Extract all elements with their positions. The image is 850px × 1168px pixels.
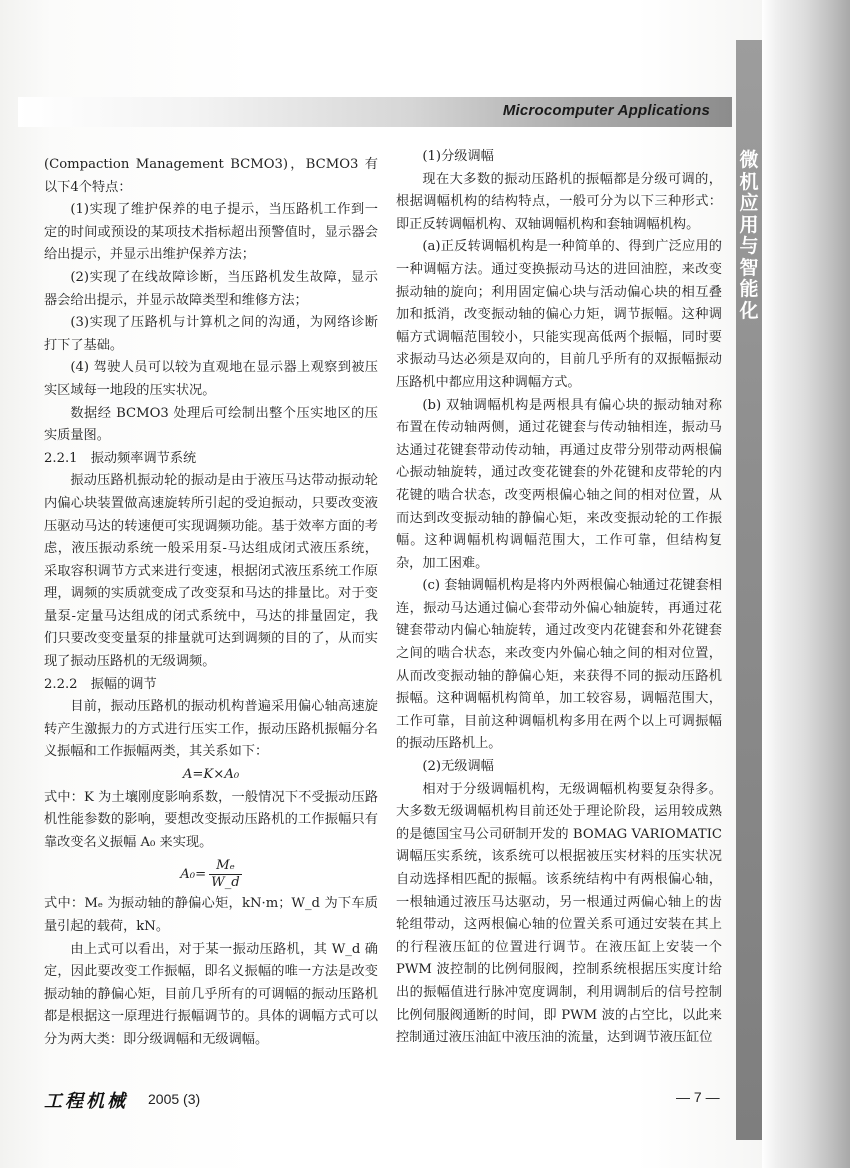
paragraph: (1)实现了维护保养的电子提示，当压路机工作到一定的时间或预设的某项技术指标超出预警值时，显示器会给出提示，并显示出维护保养方法； bbox=[44, 202, 378, 263]
journal-logo: 工程机械 bbox=[44, 1091, 128, 1112]
paragraph: 数据经 BCMO3 处理后可绘制出整个压实地区的压实质量图。 bbox=[44, 405, 378, 444]
paragraph: 式中：K 为土壤刚度影响系数，一般情况下不受振动压路机性能参数的影响，要想改变振动压路机的工作振幅只有靠改变名义振幅 A₀ 来实现。 bbox=[44, 789, 378, 850]
paragraph: 式中：Mₑ 为振动轴的静偏心矩，kN·m；W_d 为下车质量引起的载荷，kN。 bbox=[44, 896, 378, 934]
page-number: — 7 — bbox=[676, 1089, 720, 1105]
paragraph: 由上式可以看出，对于某一振动压路机，其 W_d 确定，因此要改变工作振幅，即名义振幅的唯一方法是改变振动轴的静偏心矩，目前几乎所有的可调幅的振动压路机都是根据这一原理进行振幅调节的。具体的调幅方式可以分为两大类：即分级调幅和无级调幅。 bbox=[44, 941, 378, 1047]
left-column bbox=[44, 154, 378, 1052]
paragraph: (4) 驾驶人员可以较为直观地在显示器上观察到被压实区域每一地段的压实状况。 bbox=[44, 360, 378, 398]
paragraph: (a)正反转调幅机构是一种简单的、得到广泛应用的一种调幅方法。通过变换振动马达的进回油腔，来改变振动轴的旋向；利用固定偏心块与活动偏心块的相互叠加和抵消，改变振动轴的偏心力矩，调节振幅。这种调幅方式调幅范围较小，只能实现高低两个振幅，同时要求振动马达必须是双向的，目前几乎所有的双振幅振动压路机中都应用这种调幅方式。 bbox=[396, 239, 722, 390]
side-tab bbox=[736, 40, 762, 1140]
paragraph: (2)实现了在线故障诊断，当压路机发生故障，显示器会给出提示，并显示故障类型和维修方法； bbox=[44, 269, 378, 308]
page-edge-shadow bbox=[776, 0, 850, 1168]
paragraph: 现在大多数的振动压路机的振幅都是分级可调的，根据调幅机构的结构特点，一般可分为以下三种形式：即正反转调幅机构、双轴调幅机构和套轴调幅机构。 bbox=[396, 171, 722, 232]
paragraph: 目前，振动压路机的振动机构普遍采用偏心轴高速旋转产生激振力的方式进行压实工作，振动压路机振幅分名义振幅和工作振幅两类，其关系如下： bbox=[44, 699, 378, 760]
paragraph: 振动压路机振动轮的振动是由于液压马达带动振动轮内偏心块装置做高速旋转所引起的受迫振动，只要改变液压驱动马达的转速便可实现调频功能。基于效率方面的考虑，液压振动系统一般采用泵-马达组成闭式液压系统，采取容积调节方式来进行变速，根据闭式液压系统工作原理，调频的实质就变成了改变泵和马达的排量比。对于变量泵-定量马达组成的闭式系统中，马达的排量固定，我们只要改变变量泵的排量就可达到调频的目的了，从而实现了振动压路机的无级调频。 bbox=[44, 473, 378, 670]
paragraph: (Compaction Management BCMO3)，BCMO3 有以下4个特点： bbox=[44, 157, 378, 195]
subsection-heading: (2)无级调幅 bbox=[422, 759, 494, 775]
section-heading: 2.2.2 振幅的调节 bbox=[44, 676, 157, 692]
equation-fraction bbox=[44, 858, 378, 891]
paragraph: 相对于分级调幅机构，无级调幅机构要复杂得多。大多数无级调幅机构目前还处于理论阶段，运用较成熟的是德国宝马公司研制开发的 BOMAG VARIOMATIC 调幅压实系统，该系统可以根据被压实材料的压实状况自动选择相匹配的振幅。该系统结构中有两根偏心轴，一根轴通过液压马达驱动，另一根通过两偏心轴上的齿轮组带动，这两根偏心轴的位置关系可通过安装在其上的行程液压缸的位置进行调节。在液压缸上安装一个 PWM 波控制的比例伺服阀，控制系统根据压实度计给出的振幅值进行脉冲宽度调制，利用调制后的信号控制比例伺服阀通断的时间，即 PWM 波的占空比，以此来控制通过液压油缸中液压油的流量，达到调节液压缸位 bbox=[396, 781, 722, 1046]
fraction-denominator: W_d bbox=[211, 875, 240, 891]
paragraph: (c) 套轴调幅机构是将内外两根偏心轴通过花键套相连，振动马达通过偏心套带动外偏心轴旋转，再通过花键套带动内偏心轴旋转，通过改变内花键套和外花键套之间的啮合状态，来改变内外偏心轴之间的相对位置，从而改变振动轴的静偏心矩，来获得不同的振动压路机振幅。这种调幅机构简单，加工较容易，调幅范围大，工作可靠，目前这种调幅机构多用在两个以上可调振幅的振动压路机上。 bbox=[396, 578, 722, 752]
subsection-heading: (1)分级调幅 bbox=[422, 149, 494, 164]
side-tab-label: 微机应用与智能化 bbox=[739, 149, 759, 322]
right-column bbox=[396, 146, 722, 1050]
paragraph: (b) 双轴调幅机构是两根具有偏心块的振动轴对称布置在传动轴两侧，通过花键套与传动轴相连，振动马达通过花键套带动传动轴，再通过皮带分别带动两根偏心振动轴旋转，通过改变花键套的外花键和皮带轮的内花键的啮合状态，改变两根偏心轴之间的相对位置，从而达到改变振动轴的静偏心矩，来改变振动轮的工作振幅。这种调幅机构调幅范围大，工作可靠，但结构复杂，加工困难。 bbox=[396, 397, 722, 571]
equation: A=K×A₀ bbox=[182, 767, 240, 783]
section-heading: 2.2.1 振动频率调节系统 bbox=[44, 450, 197, 466]
page-edge-highlight bbox=[762, 0, 776, 1168]
paragraph: (3)实现了压路机与计算机之间的沟通，为网络诊断打下了基础。 bbox=[44, 315, 378, 353]
issue-number: 2005 (3) bbox=[148, 1091, 201, 1107]
equation-lhs: A₀= bbox=[180, 867, 207, 883]
header-band bbox=[18, 97, 732, 127]
journal-section-title: Microcomputer Applications bbox=[502, 102, 710, 119]
fraction bbox=[209, 858, 242, 891]
fraction-numerator: Mₑ bbox=[209, 858, 242, 875]
